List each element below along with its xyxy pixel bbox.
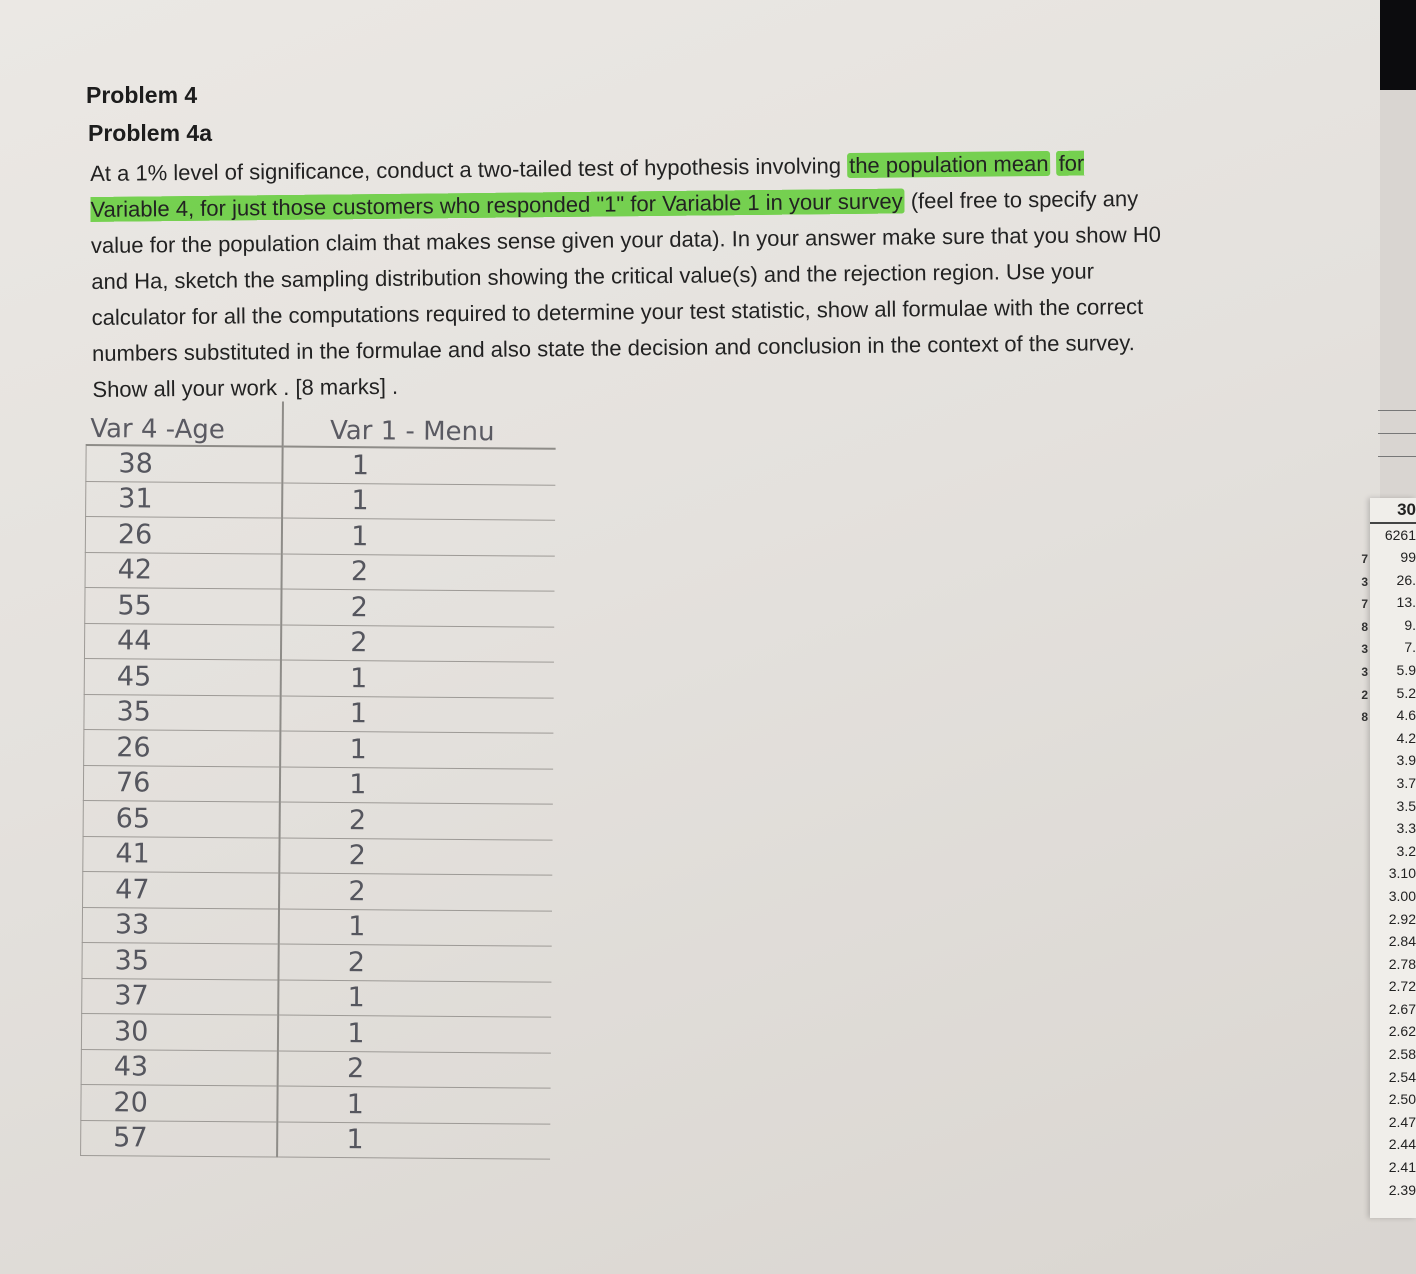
menu-cell: 2 [282,589,555,627]
stat-table-value: 2.58 [1388,1046,1416,1063]
age-cell: 55 [85,587,282,624]
question-instructions: (feel free to specify any value for the population claim that makes sense given your data). In your answer make sure that you show H0 and Ha, sketch the sampling distribution showing the critical value(s) and the rejection region. Use your calculator for all the computations required to determine your test statistic, show all formulae with the correct numbers substituted in the formulae and also state the decision and conclusion in the context of the survey. Show all your work . [8 marks] . [90,186,1162,402]
stat-table-value: 2.44 [1388,1136,1416,1153]
adjacent-column-fragment: 3 [1361,574,1368,589]
age-cell: 35 [84,694,281,731]
stat-table-value: 3.00 [1388,887,1416,904]
menu-cell: 2 [278,1051,551,1089]
adjacent-column-fragment: 3 [1361,642,1368,657]
stat-table-value: 2.47 [1388,1113,1416,1130]
adjacent-column-fragments [1346,548,1368,729]
table-row [82,907,552,946]
table-row [83,765,553,804]
table-row [83,836,553,875]
table-row [84,694,554,733]
stat-table-value: 99 [1400,549,1416,565]
background-edge [1380,0,1416,90]
table-row [86,445,556,485]
menu-cell: 1 [280,767,553,805]
question-intro: At a 1% level of significance, conduct a two-tailed test of hypothesis involving [90,153,848,186]
age-cell: 30 [81,1013,278,1050]
table-row [86,481,556,520]
stat-table-value: 3.2 [1396,842,1416,859]
stat-table-values [1370,546,1416,1201]
stat-table-value: 26. [1396,571,1416,588]
age-cell: 76 [83,765,280,802]
menu-cell: 2 [281,625,554,663]
menu-cell: 1 [278,1086,551,1124]
age-cell: 47 [83,871,280,908]
menu-cell: 2 [282,554,555,592]
age-cell: 31 [86,481,283,518]
stat-table-value: 2.92 [1388,910,1416,927]
menu-cell: 2 [280,802,553,840]
table-row [85,587,555,626]
table-row [81,1120,551,1159]
table-row [81,1084,551,1123]
table-row [85,517,555,556]
table-row [82,978,552,1017]
stat-table-value: 2.41 [1388,1159,1416,1176]
age-cell: 35 [82,942,279,979]
age-cell: 45 [84,658,281,695]
age-cell: 20 [81,1084,278,1121]
stat-table-value: 2.54 [1388,1068,1416,1085]
age-column-header: Var 4 -Age [86,400,283,447]
stat-table-value: 2.72 [1388,978,1416,995]
menu-cell: 2 [279,944,552,982]
handwritten-data-table [80,400,556,1204]
age-cell: 33 [82,907,279,944]
menu-cell: 1 [278,980,551,1018]
stat-table-subheader: 6261 [1384,527,1416,543]
menu-cell: 1 [277,1122,550,1160]
stat-table-value: 3.5 [1396,797,1416,814]
menu-cell: 2 [280,838,553,876]
table-row [84,623,554,662]
adjacent-column-fragment: 7 [1361,597,1368,612]
menu-cell: 2 [279,873,552,911]
stat-table-value: 3.7 [1396,774,1416,791]
age-cell: 41 [83,836,280,873]
age-cell: 42 [85,552,282,589]
stat-table-value: 2.84 [1388,933,1416,950]
menu-cell: 1 [281,660,554,698]
stat-table-value: 5.2 [1396,684,1416,701]
stat-table-value: 3.10 [1388,865,1416,882]
table-row [85,552,555,591]
adjacent-column-fragment: 3 [1361,664,1368,679]
age-cell: 37 [82,978,279,1015]
menu-cell: 1 [281,696,554,734]
stat-table-value: 2.50 [1388,1091,1416,1108]
table-row [82,942,552,981]
menu-cell: 1 [282,483,555,521]
menu-cell: 1 [282,518,555,556]
menu-cell: 1 [280,731,553,769]
adjacent-column-fragment: 7 [1361,552,1368,566]
table-row [81,1013,551,1052]
table-row [84,729,554,768]
age-cell: 38 [86,445,283,483]
table-edge-lines [1378,410,1416,490]
table-row [83,871,553,910]
data-rows [81,445,556,1159]
age-cell: 26 [84,729,281,766]
stat-table-value: 5.9 [1396,661,1416,678]
stat-table-value: 3.9 [1396,752,1416,769]
stat-table-value: 13. [1396,594,1416,611]
table-row [83,800,553,839]
stat-table-value: 2.39 [1388,1181,1416,1198]
problem-title: Problem 4 [86,82,198,108]
table-row [81,1049,551,1088]
highlighted-variable-condition: for Variable 4, for just those customers who responded "1" for Variable 1 in your survey [90,150,1085,222]
stat-table-value: 4.2 [1396,729,1416,746]
stat-table-header: 30 [1370,498,1416,524]
question-text [90,145,1163,408]
adjacent-column-fragment: 8 [1361,619,1368,634]
age-cell: 57 [81,1120,278,1157]
menu-cell: 1 [279,909,552,947]
highlighted-population-mean: the population mean [848,150,1049,179]
adjacent-column-fragment: 2 [1361,687,1368,702]
stat-table-value: 9. [1404,616,1416,633]
menu-column-header: Var 1 - Menu [283,402,556,449]
table-row [84,658,554,697]
stat-table-value: 4.6 [1396,707,1416,724]
age-cell: 65 [83,800,280,837]
statistical-table-strip [1370,498,1416,1218]
stat-table-value: 2.78 [1388,955,1416,972]
menu-cell: 1 [283,447,556,485]
stat-table-value: 7. [1404,639,1416,656]
stat-table-value: 2.62 [1388,1023,1416,1040]
age-cell: 43 [81,1049,278,1086]
menu-cell: 1 [278,1015,551,1053]
stat-table-value: 3.3 [1396,820,1416,837]
subproblem-title: Problem 4a [88,120,212,146]
adjacent-column-fragment: 8 [1361,710,1368,725]
age-cell: 26 [85,517,282,554]
stat-table-value: 2.67 [1388,1000,1416,1017]
age-cell: 44 [84,623,281,660]
